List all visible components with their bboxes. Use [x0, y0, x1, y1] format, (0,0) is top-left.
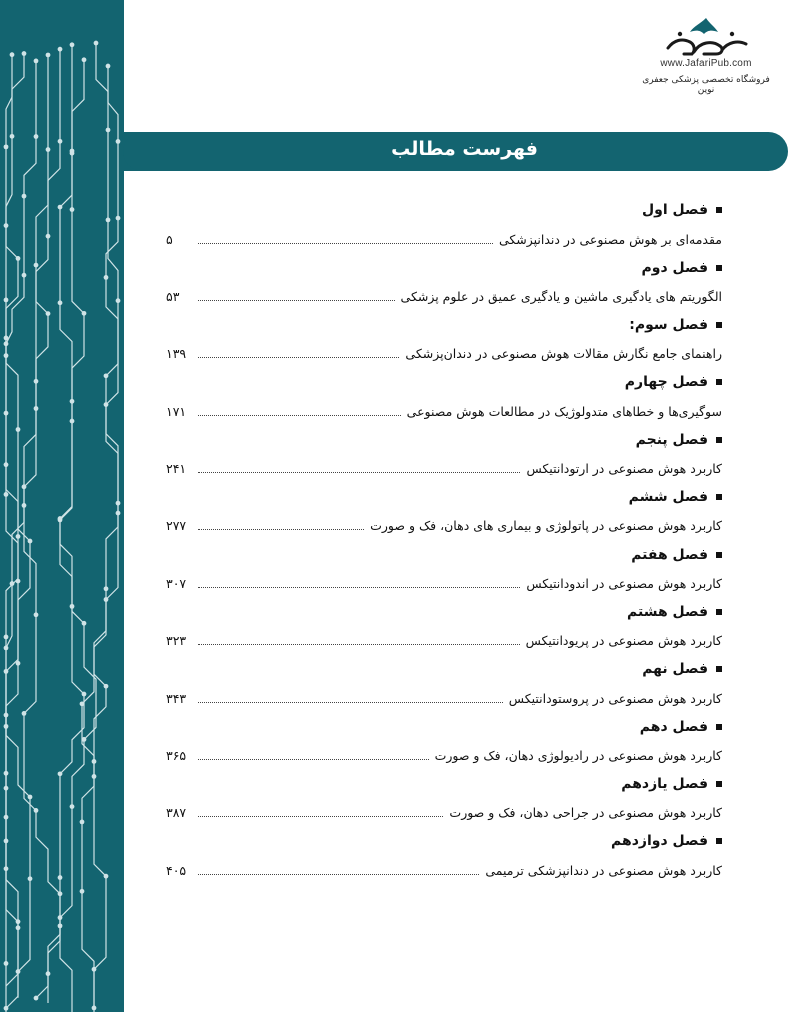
circuit-node [70, 399, 75, 404]
circuit-node [28, 539, 33, 544]
circuit-node [82, 57, 87, 62]
page-number: ۳۶۵ [166, 747, 187, 763]
circuit-node [70, 149, 75, 154]
circuit-trace [82, 43, 118, 1012]
chapter-title: فصل چهارم [624, 374, 708, 391]
chapter-heading [166, 827, 722, 856]
circuit-trace [82, 66, 118, 1008]
page-number: ۳۸۷ [166, 805, 187, 821]
page-number: ۵۳ [166, 288, 180, 304]
chapter-heading [166, 712, 722, 741]
entry-title: سوگیری‌ها و خطاهای متدولوژیک در مطالعات هوش مصنوعی [406, 403, 722, 419]
publisher-store-name: فروشگاه تخصصی پزشکی جعفری نوین [642, 75, 770, 95]
circuit-node [104, 874, 109, 879]
page-title: فهرست مطالب [391, 138, 538, 160]
circuit-node [4, 341, 9, 346]
circuit-node [16, 534, 21, 539]
circuit-node [22, 711, 27, 716]
table-of-contents [166, 196, 722, 885]
circuit-node [94, 41, 99, 46]
entry-title: کاربرد هوش مصنوعی در رادیولوژی دهان، فک و صورت [434, 747, 722, 763]
chapter-title: فصل سوم: [629, 317, 708, 334]
circuit-node [34, 263, 39, 268]
dot-leader [198, 243, 493, 244]
circuit-node [58, 517, 63, 522]
chapter-heading [166, 770, 722, 799]
circuit-node [58, 139, 63, 144]
circuit-node [104, 684, 109, 689]
toc-entry[interactable] [166, 856, 722, 885]
chapter-title: فصل اول [642, 202, 708, 219]
toc-entry[interactable] [166, 454, 722, 483]
dot-leader [198, 529, 364, 530]
circuit-node [34, 406, 39, 411]
toc-entry[interactable] [166, 339, 722, 368]
logo-mark-icon [660, 14, 752, 60]
page-number: ۲۷۷ [166, 518, 187, 534]
chapter-title: فصل هشتم [627, 603, 708, 620]
bullet-square-icon [716, 724, 722, 730]
dot-leader [198, 472, 520, 473]
circuit-node [104, 373, 109, 378]
chapter-title: فصل یازدهم [621, 776, 708, 793]
circuit-node [4, 298, 9, 303]
chapter-heading [166, 196, 722, 225]
circuit-node [106, 128, 111, 133]
chapter-title: فصل نهم [642, 661, 708, 678]
page-number: ۱۳۹ [166, 346, 187, 362]
bullet-square-icon [716, 207, 722, 213]
circuit-node [34, 612, 39, 617]
circuit-node [10, 581, 15, 586]
circuit-node [58, 47, 63, 52]
chapter-title: فصل ششم [628, 489, 708, 506]
dot-leader [198, 874, 479, 875]
circuit-node [10, 52, 15, 57]
circuit-node [16, 256, 21, 261]
bullet-square-icon [716, 609, 722, 615]
toc-entry[interactable] [166, 741, 722, 770]
circuit-node [4, 645, 9, 650]
circuit-node [46, 234, 51, 239]
circuit-node [116, 298, 121, 303]
circuit-node [82, 311, 87, 316]
toc-entry[interactable] [166, 798, 722, 827]
circuit-node [4, 492, 9, 497]
dot-leader [198, 644, 520, 645]
circuit-node [92, 759, 97, 764]
circuit-node [4, 635, 9, 640]
chapter-heading [166, 598, 722, 627]
publisher-logo [636, 14, 776, 95]
circuit-node [4, 724, 9, 729]
circuit-node [10, 134, 15, 139]
chapter-title: فصل پنجم [635, 431, 708, 448]
bullet-square-icon [716, 781, 722, 787]
circuit-trace [36, 60, 96, 998]
entry-title: الگوریتم های یادگیری ماشین و یادگیری عمیق در علوم پزشکی [400, 288, 722, 304]
bullet-square-icon [716, 437, 722, 443]
circuit-node [22, 484, 27, 489]
entry-title: کاربرد هوش مصنوعی در پروستودانتیکس [508, 690, 722, 706]
dot-leader [198, 415, 401, 416]
page-number: ۳۴۳ [166, 690, 187, 706]
circuit-node [28, 795, 33, 800]
bullet-square-icon [716, 379, 722, 385]
chapter-heading [166, 540, 722, 569]
entry-title: کاربرد هوش مصنوعی در دندانپزشکی ترمیمی [485, 862, 722, 878]
circuit-node [4, 815, 9, 820]
page-number: ۳۰۷ [166, 575, 187, 591]
toc-entry[interactable] [166, 512, 722, 541]
circuit-node [4, 411, 9, 416]
chapter-heading [166, 368, 722, 397]
circuit-node [80, 889, 85, 894]
circuit-node [70, 207, 75, 212]
circuit-node [16, 661, 21, 666]
circuit-node [80, 819, 85, 824]
circuit-node [58, 205, 63, 210]
entry-title: مقدمه‌ای بر هوش مصنوعی در دندانپزشکی [498, 231, 722, 247]
circuit-node [28, 876, 33, 881]
circuit-node [82, 621, 87, 626]
chapter-title: فصل دوازدهم [611, 833, 708, 850]
decorative-sidebar [0, 0, 124, 1012]
dot-leader [198, 702, 503, 703]
circuit-node [104, 275, 109, 280]
bullet-square-icon [716, 552, 722, 558]
dot-leader [198, 816, 443, 817]
entry-title: کاربرد هوش مصنوعی در اندودانتیکس [526, 575, 722, 591]
circuit-node [58, 300, 63, 305]
circuit-node [34, 134, 39, 139]
entry-title: کاربرد هوش مصنوعی در پریودانتیکس [525, 633, 722, 649]
circuit-node [116, 501, 121, 506]
circuit-node [58, 915, 63, 920]
toc-entry[interactable] [166, 397, 722, 426]
publisher-url: www.JafariPub.com [660, 58, 752, 69]
entry-title: کاربرد هوش مصنوعی در ارتودانتیکس [526, 461, 722, 477]
circuit-node [16, 427, 21, 432]
circuit-node [106, 217, 111, 222]
bullet-square-icon [716, 322, 722, 328]
chapter-heading [166, 483, 722, 512]
circuit-node [58, 875, 63, 880]
page-number: ۵ [166, 231, 173, 247]
dot-leader [198, 587, 520, 588]
entry-title: کاربرد هوش مصنوعی در جراحی دهان، فک و صورت [449, 805, 722, 821]
page-number: ۳۲۳ [166, 633, 187, 649]
toc-entry[interactable] [166, 225, 722, 254]
bullet-square-icon [716, 838, 722, 844]
bullet-square-icon [716, 666, 722, 672]
circuit-node [16, 919, 21, 924]
dot-leader [198, 759, 429, 760]
toc-entry[interactable] [166, 569, 722, 598]
circuit-node [80, 701, 85, 706]
circuit-node [46, 147, 51, 152]
chapter-title: فصل هفتم [631, 546, 708, 563]
chapter-title: فصل دهم [639, 718, 708, 735]
circuit-node [22, 194, 27, 199]
circuit-node [46, 311, 51, 316]
bullet-square-icon [716, 494, 722, 500]
circuit-node [58, 771, 63, 776]
circuit-node [4, 961, 9, 966]
dot-leader [198, 357, 399, 358]
chapter-title: فصل دوم [641, 259, 708, 276]
circuit-node [34, 59, 39, 64]
circuit-node [16, 579, 21, 584]
toc-entry[interactable] [166, 684, 722, 713]
circuit-trace [6, 54, 30, 998]
circuit-trace [6, 61, 36, 1012]
circuit-node [34, 808, 39, 813]
circuit-node [4, 1006, 9, 1011]
circuit-pattern [0, 0, 124, 1012]
circuit-node [70, 804, 75, 809]
entry-title: کاربرد هوش مصنوعی در پاتولوژی و بیماری های دهان، فک و صورت [370, 518, 722, 534]
circuit-node [82, 692, 87, 697]
page-number: ۲۴۱ [166, 461, 187, 477]
circuit-node [34, 996, 39, 1001]
circuit-node [106, 64, 111, 69]
title-bar [124, 132, 788, 171]
chapter-heading [166, 311, 722, 340]
circuit-node [46, 53, 51, 58]
page-number: ۱۷۱ [166, 403, 187, 419]
toc-entry[interactable] [166, 282, 722, 311]
bullet-square-icon [716, 265, 722, 271]
chapter-heading [166, 655, 722, 684]
circuit-trace [6, 49, 60, 1008]
entry-title: راهنمای جامع نگارش مقالات هوش مصنوعی در دندان‌پزشکی [405, 346, 722, 362]
circuit-node [116, 216, 121, 221]
circuit-node [4, 144, 9, 149]
circuit-node [70, 42, 75, 47]
chapter-heading [166, 426, 722, 455]
circuit-node [104, 586, 109, 591]
circuit-node [92, 1006, 97, 1011]
circuit-node [116, 139, 121, 144]
dot-leader [198, 300, 395, 301]
chapter-heading [166, 253, 722, 282]
circuit-node [22, 51, 27, 56]
page-number: ۴۰۵ [166, 862, 187, 878]
toc-entry[interactable] [166, 626, 722, 655]
circuit-node [22, 273, 27, 278]
